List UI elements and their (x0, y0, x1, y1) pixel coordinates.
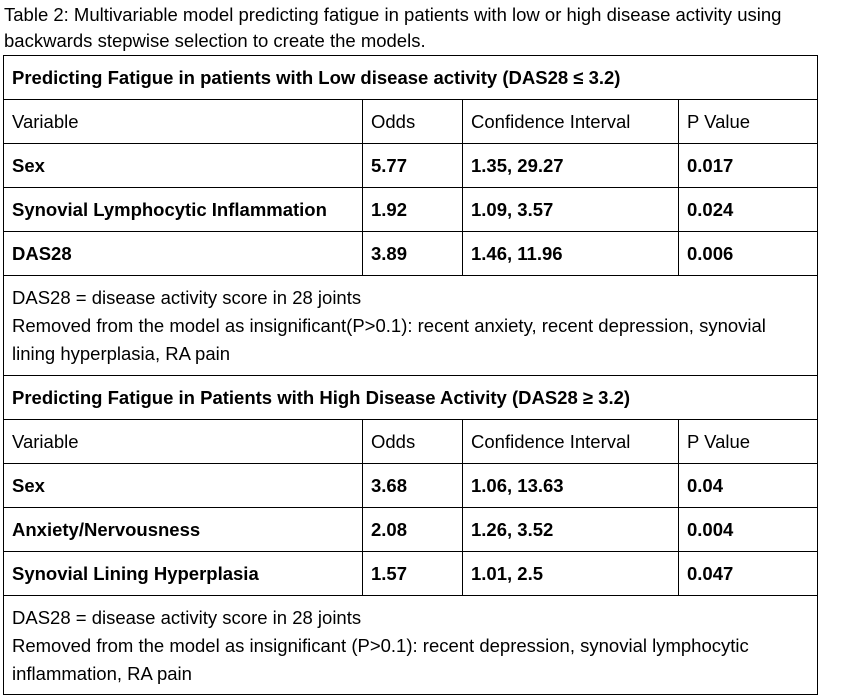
cell-confidence-interval: 1.01, 2.5 (463, 552, 679, 596)
cell-p-value: 0.006 (679, 232, 818, 276)
header-odds: Odds (363, 420, 463, 464)
header-p-value: P Value (679, 100, 818, 144)
cell-variable: Anxiety/Nervousness (4, 508, 363, 552)
cell-variable: Sex (4, 144, 363, 188)
cell-p-value: 0.004 (679, 508, 818, 552)
cell-variable: Synovial Lymphocytic Inflammation (4, 188, 363, 232)
cell-confidence-interval: 1.26, 3.52 (463, 508, 679, 552)
table-row (4, 552, 818, 596)
header-odds: Odds (363, 100, 463, 144)
cell-p-value: 0.047 (679, 552, 818, 596)
cell-confidence-interval: 1.35, 29.27 (463, 144, 679, 188)
cell-confidence-interval: 1.06, 13.63 (463, 464, 679, 508)
table-note-low (4, 276, 818, 376)
section-title-row-high (4, 376, 818, 420)
header-p-value: P Value (679, 420, 818, 464)
header-row-low (4, 100, 818, 144)
cell-confidence-interval: 1.46, 11.96 (463, 232, 679, 276)
table-row (4, 508, 818, 552)
cell-p-value: 0.04 (679, 464, 818, 508)
header-row-high (4, 420, 818, 464)
header-confidence-interval: Confidence Interval (463, 420, 679, 464)
cell-p-value: 0.017 (679, 144, 818, 188)
section-title-row-low (4, 56, 818, 100)
table-row (4, 232, 818, 276)
note-row-low (4, 276, 818, 376)
table-row (4, 188, 818, 232)
cell-variable: Sex (4, 464, 363, 508)
cell-variable: Synovial Lining Hyperplasia (4, 552, 363, 596)
removed-variables-note: Removed from the model as insignificant(P>0.1): recent anxiety, recent depression, synovial lining hyperplasia, RA pain (12, 315, 766, 364)
cell-p-value: 0.024 (679, 188, 818, 232)
header-variable: Variable (4, 100, 363, 144)
section-title-high: Predicting Fatigue in Patients with High Disease Activity (DAS28 ≥ 3.2) (4, 376, 818, 420)
removed-variables-note: Removed from the model as insignificant (P>0.1): recent depression, synovial lymphocytic inflammation, RA pain (12, 635, 749, 684)
cell-confidence-interval: 1.09, 3.57 (463, 188, 679, 232)
section-title-low: Predicting Fatigue in patients with Low disease activity (DAS28 ≤ 3.2) (4, 56, 818, 100)
abbreviation-note: DAS28 = disease activity score in 28 joints (12, 287, 362, 308)
cell-odds: 1.57 (363, 552, 463, 596)
cell-variable: DAS28 (4, 232, 363, 276)
cell-odds: 2.08 (363, 508, 463, 552)
table-row (4, 144, 818, 188)
header-confidence-interval: Confidence Interval (463, 100, 679, 144)
note-row-high (4, 596, 818, 695)
cell-odds: 3.89 (363, 232, 463, 276)
cell-odds: 3.68 (363, 464, 463, 508)
abbreviation-note: DAS28 = disease activity score in 28 joints (12, 607, 362, 628)
table-caption: Table 2: Multivariable model predicting fatigue in patients with low or high disease activity using backwards stepwise selection to create the models. (4, 4, 782, 51)
table-note-high (4, 596, 818, 695)
header-variable: Variable (4, 420, 363, 464)
cell-odds: 5.77 (363, 144, 463, 188)
cell-odds: 1.92 (363, 188, 463, 232)
fatigue-model-table (3, 55, 818, 695)
table-row (4, 464, 818, 508)
